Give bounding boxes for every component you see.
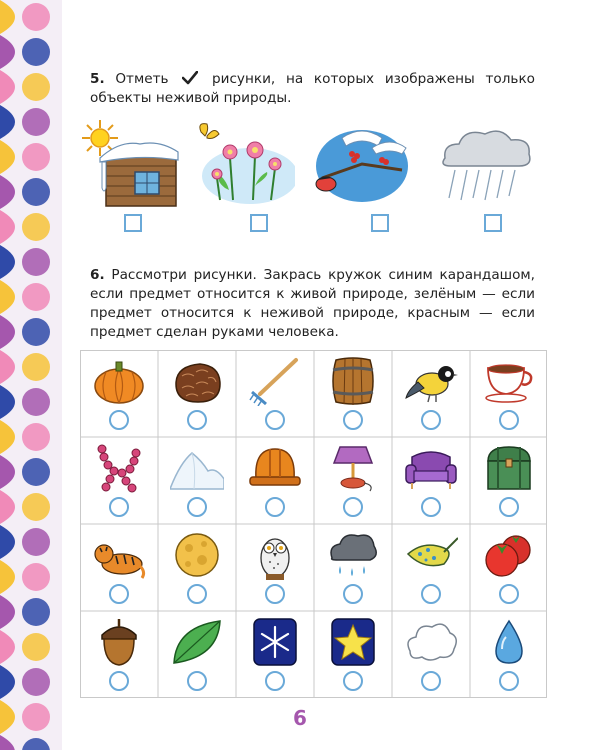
answer-circle[interactable]	[109, 497, 129, 517]
grid-cell	[392, 611, 470, 698]
grid-cell	[470, 437, 548, 524]
grid-cell	[470, 350, 548, 437]
task-5-text-after: рисунки, на которых изображены только объекты неживой природы.	[90, 71, 535, 106]
tiger-icon	[92, 530, 146, 580]
task-6-text: Рассмотри рисунки. Закрась кружок синим карандашом, если предмет относится к живой природе, зелёным — если предмет относится к неживой природе, красным — если предмет сделан руками человека.	[90, 267, 535, 340]
grid-cell	[80, 350, 158, 437]
grid-cell	[236, 350, 314, 437]
checkbox-4[interactable]	[484, 214, 502, 232]
teacup-icon	[482, 356, 536, 406]
grid-cell	[236, 524, 314, 611]
grid-cell	[236, 437, 314, 524]
answer-circle[interactable]	[187, 584, 207, 604]
water-drop-icon	[482, 617, 536, 667]
grid-cell	[470, 611, 548, 698]
checkbox-2[interactable]	[250, 214, 268, 232]
answer-circle[interactable]	[187, 671, 207, 691]
task-5-number: 5.	[90, 71, 105, 87]
decorative-border	[0, 0, 62, 750]
answer-circle[interactable]	[109, 671, 129, 691]
page-number: 6	[293, 706, 307, 730]
tit-bird-icon	[404, 356, 458, 406]
answer-circle[interactable]	[265, 497, 285, 517]
pumpkin-icon	[92, 356, 146, 406]
answer-circle[interactable]	[499, 671, 519, 691]
cloud-icon	[404, 617, 458, 667]
sun-snowy-hut-icon	[80, 118, 180, 208]
answer-circle[interactable]	[421, 584, 441, 604]
moon-icon	[170, 530, 224, 580]
checkbox-3[interactable]	[371, 214, 389, 232]
answer-circle[interactable]	[421, 410, 441, 430]
grid-cell	[392, 524, 470, 611]
table-lamp-icon	[326, 443, 380, 493]
rain-cloud-icon	[435, 118, 535, 208]
grid-cell	[392, 437, 470, 524]
grid-cell	[314, 524, 392, 611]
helmet-icon	[248, 443, 302, 493]
answer-circle[interactable]	[187, 410, 207, 430]
grid-cell	[80, 437, 158, 524]
answer-circle[interactable]	[109, 584, 129, 604]
snowdrift-icon	[170, 443, 224, 493]
task-6-number: 6.	[90, 267, 105, 283]
storm-cloud-icon	[326, 530, 380, 580]
grid-cell	[314, 437, 392, 524]
answer-circle[interactable]	[109, 410, 129, 430]
grid-cell	[158, 524, 236, 611]
rake-icon	[248, 356, 302, 406]
picture-grid	[80, 350, 547, 698]
task-6	[90, 266, 535, 342]
checkmark-icon	[182, 71, 198, 85]
grid-cell	[314, 611, 392, 698]
answer-circle[interactable]	[343, 410, 363, 430]
tomatoes-icon	[482, 530, 536, 580]
task-5-pictures	[80, 118, 550, 218]
grid-cell	[392, 350, 470, 437]
grid-cell	[470, 524, 548, 611]
task-5	[90, 70, 535, 108]
grid-cell	[314, 350, 392, 437]
star-icon	[326, 617, 380, 667]
checkbox-1[interactable]	[124, 214, 142, 232]
pinecone-icon	[170, 356, 224, 406]
grid-cell	[80, 524, 158, 611]
answer-circle[interactable]	[499, 584, 519, 604]
answer-circle[interactable]	[343, 584, 363, 604]
answer-circle[interactable]	[265, 410, 285, 430]
leaf-icon	[170, 617, 224, 667]
grid-cell	[158, 437, 236, 524]
grid-cell	[236, 611, 314, 698]
answer-circle[interactable]	[421, 497, 441, 517]
answer-circle[interactable]	[265, 584, 285, 604]
beads-icon	[92, 443, 146, 493]
answer-circle[interactable]	[499, 497, 519, 517]
task-5-text-before: Отметь	[115, 71, 169, 87]
chest-icon	[482, 443, 536, 493]
butterfly-flowers-icon	[195, 118, 295, 208]
bullfinch-snow-branch-icon	[312, 118, 412, 208]
grid-cell	[80, 611, 158, 698]
answer-circle[interactable]	[265, 671, 285, 691]
grid-cell	[158, 350, 236, 437]
grid-cell	[158, 611, 236, 698]
answer-circle[interactable]	[499, 410, 519, 430]
answer-circle[interactable]	[343, 671, 363, 691]
stingray-icon	[404, 530, 458, 580]
barrel-icon	[326, 356, 380, 406]
answer-circle[interactable]	[187, 497, 207, 517]
answer-circle[interactable]	[343, 497, 363, 517]
answer-circle[interactable]	[421, 671, 441, 691]
owl-icon	[248, 530, 302, 580]
acorn-icon	[92, 617, 146, 667]
snowflake-icon	[248, 617, 302, 667]
sofa-icon	[404, 443, 458, 493]
